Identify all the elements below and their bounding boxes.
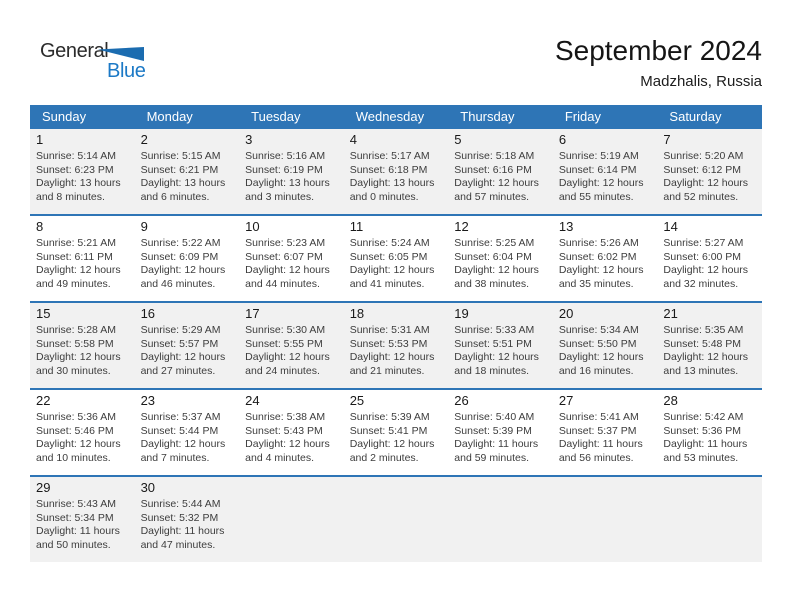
day-number: 19: [454, 306, 469, 321]
day-number: 6: [558, 132, 567, 147]
calendar-table: [30, 105, 762, 562]
day-number: 5: [454, 132, 462, 147]
day-cell: [448, 216, 553, 301]
day-number: 22: [36, 393, 51, 408]
sunset-line: Sunset: 6:02 PM: [558, 250, 637, 263]
day-cell: [657, 129, 762, 214]
day-cell: [30, 477, 135, 562]
weekday-header-friday: Friday: [564, 108, 601, 124]
sunset-line: Sunset: 5:57 PM: [140, 337, 219, 350]
day-cell: [344, 216, 449, 301]
day-number: 26: [454, 393, 469, 408]
daylight-line: Daylight: 13 hours and 8 minutes.: [36, 177, 121, 203]
sunset-line: Sunset: 6:04 PM: [454, 250, 532, 263]
sunset-line: Sunset: 6:09 PM: [140, 250, 219, 263]
title-block: [555, 34, 762, 93]
day-number: 4: [349, 132, 357, 147]
sunset-line: Sunset: 5:34 PM: [36, 511, 114, 524]
day-cell: [344, 303, 449, 388]
empty-cell: [344, 477, 449, 562]
day-cell: [135, 303, 240, 388]
day-number: 24: [245, 393, 260, 408]
day-cell: [553, 390, 658, 475]
location-subtitle: Madzhalis, Russia: [640, 73, 762, 90]
day-number: 15: [36, 306, 51, 321]
day-number: 17: [245, 306, 260, 321]
sunrise-line: Sunrise: 5:31 AM: [349, 324, 430, 336]
sunrise-line: Sunrise: 5:24 AM: [349, 237, 430, 249]
day-cell: [30, 129, 135, 214]
day-cell: [657, 303, 762, 388]
day-cell: [30, 303, 135, 388]
daylight-line: Daylight: 12 hours and 30 minutes.: [36, 351, 121, 377]
daylight-line: Daylight: 12 hours and 13 minutes.: [663, 351, 749, 377]
day-number: 2: [140, 132, 148, 147]
daylight-line: Daylight: 12 hours and 4 minutes.: [245, 438, 330, 464]
daylight-line: Daylight: 12 hours and 38 minutes.: [454, 264, 539, 290]
daylight-line: Daylight: 11 hours and 56 minutes.: [558, 438, 643, 464]
sunrise-line: Sunrise: 5:39 AM: [349, 411, 430, 423]
week-row: [30, 475, 762, 562]
day-cell: [30, 216, 135, 301]
sunrise-line: Sunrise: 5:43 AM: [36, 498, 116, 510]
page-title: September 2024: [554, 35, 762, 66]
empty-cell: [448, 477, 553, 562]
sunset-line: Sunset: 5:51 PM: [454, 337, 532, 350]
sunrise-line: Sunrise: 5:35 AM: [663, 324, 744, 336]
week-row: [30, 388, 762, 475]
day-number: 27: [558, 393, 574, 408]
daylight-line: Daylight: 12 hours and 57 minutes.: [454, 177, 539, 203]
daylight-line: Daylight: 12 hours and 16 minutes.: [558, 351, 644, 377]
sunset-line: Sunset: 5:44 PM: [140, 424, 219, 437]
sunset-line: Sunset: 6:16 PM: [454, 163, 532, 176]
day-cell: [239, 390, 344, 475]
sunset-line: Sunset: 5:39 PM: [454, 424, 532, 437]
sunset-line: Sunset: 5:32 PM: [140, 511, 219, 524]
daylight-line: Daylight: 12 hours and 27 minutes.: [140, 351, 226, 377]
daylight-line: Daylight: 12 hours and 10 minutes.: [36, 438, 121, 464]
day-number: 23: [140, 393, 156, 408]
week-row: [30, 214, 762, 301]
day-number: 13: [558, 219, 574, 234]
day-number: 10: [245, 219, 260, 234]
day-number: 18: [349, 306, 365, 321]
sunset-line: Sunset: 5:46 PM: [36, 424, 114, 437]
week-row: [30, 127, 762, 214]
weekday-header-saturday: Saturday: [669, 108, 722, 124]
daylight-line: Daylight: 11 hours and 53 minutes.: [663, 438, 748, 464]
day-cell: [239, 216, 344, 301]
sunset-line: Sunset: 5:43 PM: [245, 424, 323, 437]
sunset-line: Sunset: 5:58 PM: [36, 337, 114, 350]
sunrise-line: Sunrise: 5:37 AM: [140, 411, 221, 423]
daylight-line: Daylight: 12 hours and 55 minutes.: [558, 177, 644, 203]
day-cell: [30, 390, 135, 475]
sunrise-line: Sunrise: 5:27 AM: [663, 237, 744, 249]
day-number: 12: [454, 219, 469, 234]
day-cell: [657, 216, 762, 301]
weekday-header-sunday: Sunday: [42, 108, 87, 124]
sunset-line: Sunset: 6:19 PM: [245, 163, 323, 176]
weekday-header-row: [30, 105, 762, 127]
sunset-line: Sunset: 6:07 PM: [245, 250, 323, 263]
daylight-line: Daylight: 11 hours and 59 minutes.: [454, 438, 539, 464]
day-number: 3: [245, 132, 253, 147]
sunset-line: Sunset: 5:36 PM: [663, 424, 742, 437]
empty-cell: [239, 477, 344, 562]
day-cell: [135, 216, 240, 301]
day-cell: [239, 303, 344, 388]
day-number: 8: [36, 219, 44, 234]
day-number: 14: [663, 219, 678, 234]
day-cell: [657, 390, 762, 475]
logo-text-general: General: [40, 40, 109, 62]
sunset-line: Sunset: 6:11 PM: [36, 250, 113, 263]
sunrise-line: Sunrise: 5:15 AM: [140, 150, 221, 162]
daylight-line: Daylight: 13 hours and 6 minutes.: [140, 177, 226, 203]
day-number: 9: [140, 219, 148, 234]
empty-cell: [657, 477, 762, 562]
sunrise-line: Sunrise: 5:16 AM: [245, 150, 326, 162]
sunrise-line: Sunrise: 5:23 AM: [245, 237, 326, 249]
daylight-line: Daylight: 12 hours and 44 minutes.: [245, 264, 330, 290]
daylight-line: Daylight: 12 hours and 7 minutes.: [140, 438, 226, 464]
day-cell: [239, 129, 344, 214]
sunrise-line: Sunrise: 5:19 AM: [558, 150, 639, 162]
day-cell: [553, 216, 658, 301]
daylight-line: Daylight: 12 hours and 21 minutes.: [349, 351, 435, 377]
daylight-line: Daylight: 12 hours and 2 minutes.: [349, 438, 435, 464]
day-cell: [553, 303, 658, 388]
daylight-line: Daylight: 11 hours and 47 minutes.: [140, 525, 225, 551]
sunset-line: Sunset: 6:18 PM: [349, 163, 428, 176]
day-number: 21: [663, 306, 678, 321]
day-cell: [135, 390, 240, 475]
sunset-line: Sunset: 5:55 PM: [245, 337, 323, 350]
day-cell: [448, 303, 553, 388]
daylight-line: Daylight: 12 hours and 46 minutes.: [140, 264, 226, 290]
weekday-header-wednesday: Wednesday: [355, 108, 425, 124]
sunrise-line: Sunrise: 5:41 AM: [558, 411, 639, 423]
day-number: 25: [349, 393, 365, 408]
sunset-line: Sunset: 5:37 PM: [558, 424, 637, 437]
daylight-line: Daylight: 12 hours and 18 minutes.: [454, 351, 539, 377]
day-number: 1: [36, 132, 44, 147]
sunrise-line: Sunrise: 5:20 AM: [663, 150, 744, 162]
daylight-line: Daylight: 12 hours and 35 minutes.: [558, 264, 644, 290]
daylight-line: Daylight: 13 hours and 0 minutes.: [349, 177, 435, 203]
sunset-line: Sunset: 5:53 PM: [349, 337, 428, 350]
daylight-line: Daylight: 12 hours and 49 minutes.: [36, 264, 121, 290]
day-number: 11: [349, 219, 364, 234]
sunrise-line: Sunrise: 5:38 AM: [245, 411, 326, 423]
day-cell: [135, 477, 240, 562]
daylight-line: Daylight: 12 hours and 24 minutes.: [245, 351, 330, 377]
sunset-line: Sunset: 5:48 PM: [663, 337, 742, 350]
day-number: 29: [36, 480, 51, 495]
sunrise-line: Sunrise: 5:36 AM: [36, 411, 116, 423]
weekday-header-monday: Monday: [146, 108, 193, 124]
sunset-line: Sunset: 6:23 PM: [36, 163, 114, 176]
sunset-line: Sunset: 6:05 PM: [349, 250, 428, 263]
sunrise-line: Sunrise: 5:14 AM: [36, 150, 116, 162]
daylight-line: Daylight: 11 hours and 50 minutes.: [36, 525, 120, 551]
day-number: 7: [663, 132, 671, 147]
weekday-header-tuesday: Tuesday: [251, 108, 301, 124]
sunrise-line: Sunrise: 5:30 AM: [245, 324, 326, 336]
sunrise-line: Sunrise: 5:25 AM: [454, 237, 535, 249]
sunset-line: Sunset: 6:14 PM: [558, 163, 637, 176]
sunrise-line: Sunrise: 5:33 AM: [454, 324, 535, 336]
sunrise-line: Sunrise: 5:34 AM: [558, 324, 639, 336]
weekday-header-thursday: Thursday: [460, 108, 515, 124]
day-cell: [344, 390, 449, 475]
day-number: 16: [140, 306, 156, 321]
weeks-container: [30, 127, 762, 562]
sunset-line: Sunset: 6:21 PM: [140, 163, 219, 176]
day-cell: [344, 129, 449, 214]
sunrise-line: Sunrise: 5:26 AM: [558, 237, 639, 249]
day-cell: [553, 129, 658, 214]
daylight-line: Daylight: 12 hours and 52 minutes.: [663, 177, 749, 203]
empty-cell: [553, 477, 658, 562]
week-row: [30, 301, 762, 388]
logo-text-blue: Blue: [107, 60, 146, 82]
day-number: 28: [663, 393, 678, 408]
sunrise-line: Sunrise: 5:18 AM: [454, 150, 535, 162]
day-number: 30: [140, 480, 156, 495]
sunrise-line: Sunrise: 5:42 AM: [663, 411, 744, 423]
sunrise-line: Sunrise: 5:29 AM: [140, 324, 221, 336]
day-cell: [135, 129, 240, 214]
general-blue-logo: [40, 40, 170, 86]
daylight-line: Daylight: 12 hours and 41 minutes.: [349, 264, 435, 290]
sunset-line: Sunset: 6:12 PM: [663, 163, 742, 176]
sunset-line: Sunset: 6:00 PM: [663, 250, 742, 263]
sunrise-line: Sunrise: 5:28 AM: [36, 324, 116, 336]
daylight-line: Daylight: 13 hours and 3 minutes.: [245, 177, 330, 203]
daylight-line: Daylight: 12 hours and 32 minutes.: [663, 264, 749, 290]
sunrise-line: Sunrise: 5:17 AM: [349, 150, 430, 162]
sunrise-line: Sunrise: 5:40 AM: [454, 411, 535, 423]
day-cell: [448, 129, 553, 214]
sunset-line: Sunset: 5:41 PM: [349, 424, 428, 437]
sunrise-line: Sunrise: 5:21 AM: [36, 237, 116, 249]
day-number: 20: [558, 306, 574, 321]
sunrise-line: Sunrise: 5:44 AM: [140, 498, 221, 510]
sunset-line: Sunset: 5:50 PM: [558, 337, 637, 350]
day-cell: [448, 390, 553, 475]
sunrise-line: Sunrise: 5:22 AM: [140, 237, 221, 249]
